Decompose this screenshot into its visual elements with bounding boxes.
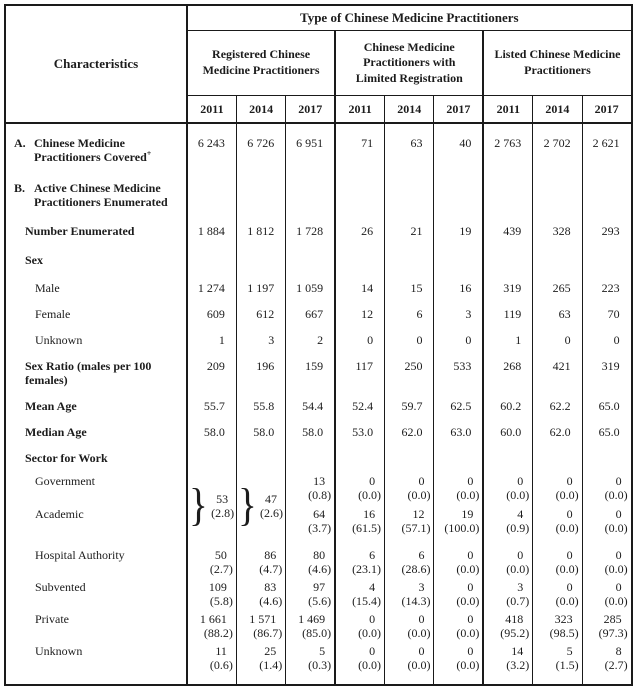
cell-median-age-col2: 58.0 — [236, 413, 285, 439]
cell-active-enumerated-col1 — [187, 164, 236, 209]
cell-active-enumerated-col6 — [434, 164, 483, 209]
cell-sex-ratio-col1: 209 — [187, 347, 236, 387]
cell-hospital-authority-col3: 80 (4.6) — [286, 535, 335, 576]
cell-active-enumerated-col8 — [533, 164, 582, 209]
cell-subvented-col3: 97 (5.6) — [286, 576, 335, 608]
cell-unknown-sex-col8: 0 — [533, 321, 582, 347]
cell-academic-col4: 16 (61.5) — [335, 502, 384, 535]
year-header: 2011 — [335, 96, 384, 124]
cell-sex-col8 — [533, 238, 582, 267]
cell-private-col1: 1 661 (88.2) — [187, 608, 236, 640]
cell-male-col4: 14 — [335, 267, 384, 295]
group-header-registered: Registered Chinese Medicine Practitioners — [187, 31, 335, 96]
cell-subvented-col7: 3 (0.7) — [483, 576, 532, 608]
row-label-unknown-sex: Unknown — [5, 321, 187, 347]
cell-unknown-sex-col3: 2 — [286, 321, 335, 347]
cell-sector-for-work-col5 — [385, 439, 434, 465]
cell-sex-col3 — [286, 238, 335, 267]
cell-number-enumerated-col9: 293 — [582, 209, 631, 238]
cell-hospital-authority-col4: 6 (23.1) — [335, 535, 384, 576]
cell-number-enumerated-col5: 21 — [385, 209, 434, 238]
cell-female-col1: 609 — [187, 295, 236, 321]
cell-subvented-col8: 0 (0.0) — [533, 576, 582, 608]
cell-hospital-authority-col7: 0 (0.0) — [483, 535, 532, 576]
cell-mean-age-col4: 52.4 — [335, 387, 384, 413]
cell-male-col8: 265 — [533, 267, 582, 295]
cell-sector-for-work-col1 — [187, 439, 236, 465]
cell-subvented-col1: 109 (5.8) — [187, 576, 236, 608]
table-header — [5, 5, 632, 123]
cell-hospital-authority-col1: 50 (2.7) — [187, 535, 236, 576]
group-header-limited-registration: Chinese Medicine Practitioners with Limited Registration — [335, 31, 483, 96]
cell-academic-col5: 12 (57.1) — [385, 502, 434, 535]
spacer-cell — [582, 672, 631, 685]
table-row-academic — [5, 502, 632, 535]
cell-hospital-authority-col9: 0 (0.0) — [582, 535, 631, 576]
row-label-sex-ratio: Sex Ratio (males per 100 females) — [5, 347, 187, 387]
table-title: Type of Chinese Medicine Practitioners — [187, 5, 632, 31]
year-header: 2014 — [533, 96, 582, 124]
cell-covered-col9: 2 621 — [582, 123, 631, 164]
cell-government-col9: 0 (0.0) — [582, 465, 631, 502]
brace-icon: } — [189, 478, 208, 530]
cell-male-col2: 1 197 — [236, 267, 285, 295]
spacer-cell — [236, 672, 285, 685]
row-label-government: Government — [5, 465, 187, 502]
cell-number-enumerated-col1: 1 884 — [187, 209, 236, 238]
cell-unknown-sex-col6: 0 — [434, 321, 483, 347]
cell-subvented-col2: 83 (4.6) — [236, 576, 285, 608]
table-row-active-enumerated — [5, 164, 632, 209]
cell-unknown-sector-col2: 25 (1.4) — [236, 640, 285, 672]
cell-female-col3: 667 — [286, 295, 335, 321]
cell-unknown-sex-col7: 1 — [483, 321, 532, 347]
cell-number-enumerated-col7: 439 — [483, 209, 532, 238]
spacer-cell — [483, 672, 532, 685]
table-row-sex — [5, 238, 632, 267]
cell-unknown-sector-col4: 0 (0.0) — [335, 640, 384, 672]
cell-sex-col4 — [335, 238, 384, 267]
cell-sex-col7 — [483, 238, 532, 267]
cell-covered-col6: 40 — [434, 123, 483, 164]
cell-sex-ratio-col7: 268 — [483, 347, 532, 387]
cell-government-col1: } 53 (2.8) — [187, 465, 236, 535]
cell-unknown-sector-col8: 5 (1.5) — [533, 640, 582, 672]
cell-number-enumerated-col3: 1 728 — [286, 209, 335, 238]
cell-unknown-sector-col1: 11 (0.6) — [187, 640, 236, 672]
cell-sex-ratio-col8: 421 — [533, 347, 582, 387]
table-row-hospital-authority — [5, 535, 632, 576]
cell-female-col5: 6 — [385, 295, 434, 321]
cell-unknown-sector-col3: 5 (0.3) — [286, 640, 335, 672]
spacer-row — [5, 672, 632, 685]
cell-sex-col6 — [434, 238, 483, 267]
cell-sex-col1 — [187, 238, 236, 267]
spacer-cell — [533, 672, 582, 685]
table-row-sex-ratio — [5, 347, 632, 387]
cell-government-col4: 0 (0.0) — [335, 465, 384, 502]
table-row-government — [5, 465, 632, 502]
cell-sex-ratio-col9: 319 — [582, 347, 631, 387]
table-row-median-age — [5, 413, 632, 439]
cell-median-age-col4: 53.0 — [335, 413, 384, 439]
spacer-cell — [5, 672, 187, 685]
cell-female-col6: 3 — [434, 295, 483, 321]
table-row-subvented — [5, 576, 632, 608]
cell-sex-ratio-col6: 533 — [434, 347, 483, 387]
cell-sector-for-work-col8 — [533, 439, 582, 465]
cell-hospital-authority-col5: 6 (28.6) — [385, 535, 434, 576]
row-label-subvented: Subvented — [5, 576, 187, 608]
cell-unknown-sex-col5: 0 — [385, 321, 434, 347]
cell-covered-col5: 63 — [385, 123, 434, 164]
cell-hospital-authority-col8: 0 (0.0) — [533, 535, 582, 576]
practitioners-table — [4, 4, 633, 686]
year-header: 2017 — [434, 96, 483, 124]
year-header: 2011 — [187, 96, 236, 124]
cell-sex-ratio-col5: 250 — [385, 347, 434, 387]
cell-mean-age-col6: 62.5 — [434, 387, 483, 413]
cell-mean-age-col5: 59.7 — [385, 387, 434, 413]
year-header: 2011 — [483, 96, 532, 124]
cell-median-age-col7: 60.0 — [483, 413, 532, 439]
cell-active-enumerated-col7 — [483, 164, 532, 209]
cell-median-age-col6: 63.0 — [434, 413, 483, 439]
row-label-private: Private — [5, 608, 187, 640]
cell-median-age-col9: 65.0 — [582, 413, 631, 439]
cell-active-enumerated-col2 — [236, 164, 285, 209]
cell-sector-for-work-col9 — [582, 439, 631, 465]
cell-sex-col2 — [236, 238, 285, 267]
cell-academic-col6: 19 (100.0) — [434, 502, 483, 535]
cell-unknown-sex-col9: 0 — [582, 321, 631, 347]
table-row-unknown-sector — [5, 640, 632, 672]
row-label-academic: Academic — [5, 502, 187, 535]
row-label-median-age: Median Age — [5, 413, 187, 439]
cell-unknown-sector-col5: 0 (0.0) — [385, 640, 434, 672]
cell-male-col3: 1 059 — [286, 267, 335, 295]
cell-covered-col1: 6 243 — [187, 123, 236, 164]
cell-mean-age-col2: 55.8 — [236, 387, 285, 413]
table-row-male — [5, 267, 632, 295]
cell-government-col3: 13 (0.8) — [286, 465, 335, 502]
year-header: 2014 — [236, 96, 285, 124]
table-row-sector-for-work — [5, 439, 632, 465]
year-header: 2014 — [385, 96, 434, 124]
table-body — [5, 123, 632, 685]
cell-academic-col3: 64 (3.7) — [286, 502, 335, 535]
cell-sex-ratio-col2: 196 — [236, 347, 285, 387]
year-header: 2017 — [286, 96, 335, 124]
cell-covered-col7: 2 763 — [483, 123, 532, 164]
table-row-private — [5, 608, 632, 640]
cell-private-col6: 0 (0.0) — [434, 608, 483, 640]
cell-female-col8: 63 — [533, 295, 582, 321]
cell-unknown-sex-col1: 1 — [187, 321, 236, 347]
cell-sector-for-work-col4 — [335, 439, 384, 465]
footnote-marker: + — [146, 149, 152, 158]
row-label-mean-age: Mean Age — [5, 387, 187, 413]
cell-government-col7: 0 (0.0) — [483, 465, 532, 502]
cell-sex-col5 — [385, 238, 434, 267]
row-label-hospital-authority: Hospital Authority — [5, 535, 187, 576]
table-row-unknown-sex — [5, 321, 632, 347]
cell-male-col6: 16 — [434, 267, 483, 295]
cell-female-col4: 12 — [335, 295, 384, 321]
group-header-listed: Listed Chinese Medicine Practitioners — [483, 31, 631, 96]
cell-sex-ratio-col3: 159 — [286, 347, 335, 387]
cell-academic-col9: 0 (0.0) — [582, 502, 631, 535]
cell-private-col3: 1 469 (85.0) — [286, 608, 335, 640]
cell-subvented-col5: 3 (14.3) — [385, 576, 434, 608]
cell-sex-col9 — [582, 238, 631, 267]
cell-mean-age-col3: 54.4 — [286, 387, 335, 413]
cell-private-col8: 323 (98.5) — [533, 608, 582, 640]
cell-private-col2: 1 571 (86.7) — [236, 608, 285, 640]
cell-median-age-col5: 62.0 — [385, 413, 434, 439]
row-label-covered: A. Chinese Medicine Practitioners Covered+ — [5, 123, 187, 164]
cell-male-col7: 319 — [483, 267, 532, 295]
cell-private-col7: 418 (95.2) — [483, 608, 532, 640]
table-row-mean-age — [5, 387, 632, 413]
spacer-cell — [187, 672, 236, 685]
cell-mean-age-col1: 55.7 — [187, 387, 236, 413]
year-header: 2017 — [582, 96, 631, 124]
row-label-male: Male — [5, 267, 187, 295]
cell-female-col2: 612 — [236, 295, 285, 321]
cell-sex-ratio-col4: 117 — [335, 347, 384, 387]
cell-unknown-sex-col4: 0 — [335, 321, 384, 347]
cell-covered-col3: 6 951 — [286, 123, 335, 164]
cell-active-enumerated-col4 — [335, 164, 384, 209]
spacer-cell — [286, 672, 335, 685]
cell-female-col7: 119 — [483, 295, 532, 321]
cell-active-enumerated-col3 — [286, 164, 335, 209]
cell-male-col9: 223 — [582, 267, 631, 295]
cell-hospital-authority-col2: 86 (4.7) — [236, 535, 285, 576]
cell-active-enumerated-col5 — [385, 164, 434, 209]
cell-sector-for-work-col2 — [236, 439, 285, 465]
cell-number-enumerated-col6: 19 — [434, 209, 483, 238]
cell-private-col5: 0 (0.0) — [385, 608, 434, 640]
brace-icon: } — [237, 478, 257, 530]
row-label-unknown-sector: Unknown — [5, 640, 187, 672]
row-label-number-enumerated: Number Enumerated — [5, 209, 187, 238]
cell-covered-col2: 6 726 — [236, 123, 285, 164]
cell-median-age-col8: 62.0 — [533, 413, 582, 439]
cell-mean-age-col9: 65.0 — [582, 387, 631, 413]
table-row-number-enumerated — [5, 209, 632, 238]
cell-government-col6: 0 (0.0) — [434, 465, 483, 502]
row-label-sex: Sex — [5, 238, 187, 267]
cell-mean-age-col8: 62.2 — [533, 387, 582, 413]
cell-number-enumerated-col8: 328 — [533, 209, 582, 238]
cell-number-enumerated-col2: 1 812 — [236, 209, 285, 238]
cell-unknown-sector-col9: 8 (2.7) — [582, 640, 631, 672]
cell-mean-age-col7: 60.2 — [483, 387, 532, 413]
cell-academic-col7: 4 (0.9) — [483, 502, 532, 535]
cell-government-col8: 0 (0.0) — [533, 465, 582, 502]
cell-number-enumerated-col4: 26 — [335, 209, 384, 238]
cell-sector-for-work-col7 — [483, 439, 532, 465]
cell-active-enumerated-col9 — [582, 164, 631, 209]
table-row-female — [5, 295, 632, 321]
row-label-sector-for-work: Sector for Work — [5, 439, 187, 465]
cell-government-col5: 0 (0.0) — [385, 465, 434, 502]
cell-covered-col8: 2 702 — [533, 123, 582, 164]
spacer-cell — [335, 672, 384, 685]
cell-sector-for-work-col3 — [286, 439, 335, 465]
cell-unknown-sector-col6: 0 (0.0) — [434, 640, 483, 672]
cell-male-col1: 1 274 — [187, 267, 236, 295]
cell-subvented-col4: 4 (15.4) — [335, 576, 384, 608]
spacer-cell — [385, 672, 434, 685]
cell-median-age-col3: 58.0 — [286, 413, 335, 439]
cell-covered-col4: 71 — [335, 123, 384, 164]
cell-government-col2: } 47 (2.6) — [236, 465, 285, 535]
cell-unknown-sector-col7: 14 (3.2) — [483, 640, 532, 672]
cell-sector-for-work-col6 — [434, 439, 483, 465]
cell-private-col9: 285 (97.3) — [582, 608, 631, 640]
spacer-cell — [434, 672, 483, 685]
row-label-active-enumerated: B. Active Chinese Medicine Practitioners Enumerated — [5, 164, 187, 209]
cell-private-col4: 0 (0.0) — [335, 608, 384, 640]
cell-female-col9: 70 — [582, 295, 631, 321]
characteristics-header: Characteristics — [5, 5, 187, 123]
cell-subvented-col9: 0 (0.0) — [582, 576, 631, 608]
cell-hospital-authority-col6: 0 (0.0) — [434, 535, 483, 576]
cell-unknown-sex-col2: 3 — [236, 321, 285, 347]
cell-subvented-col6: 0 (0.0) — [434, 576, 483, 608]
cell-academic-col8: 0 (0.0) — [533, 502, 582, 535]
table-row-covered — [5, 123, 632, 164]
cell-median-age-col1: 58.0 — [187, 413, 236, 439]
cell-male-col5: 15 — [385, 267, 434, 295]
row-label-female: Female — [5, 295, 187, 321]
